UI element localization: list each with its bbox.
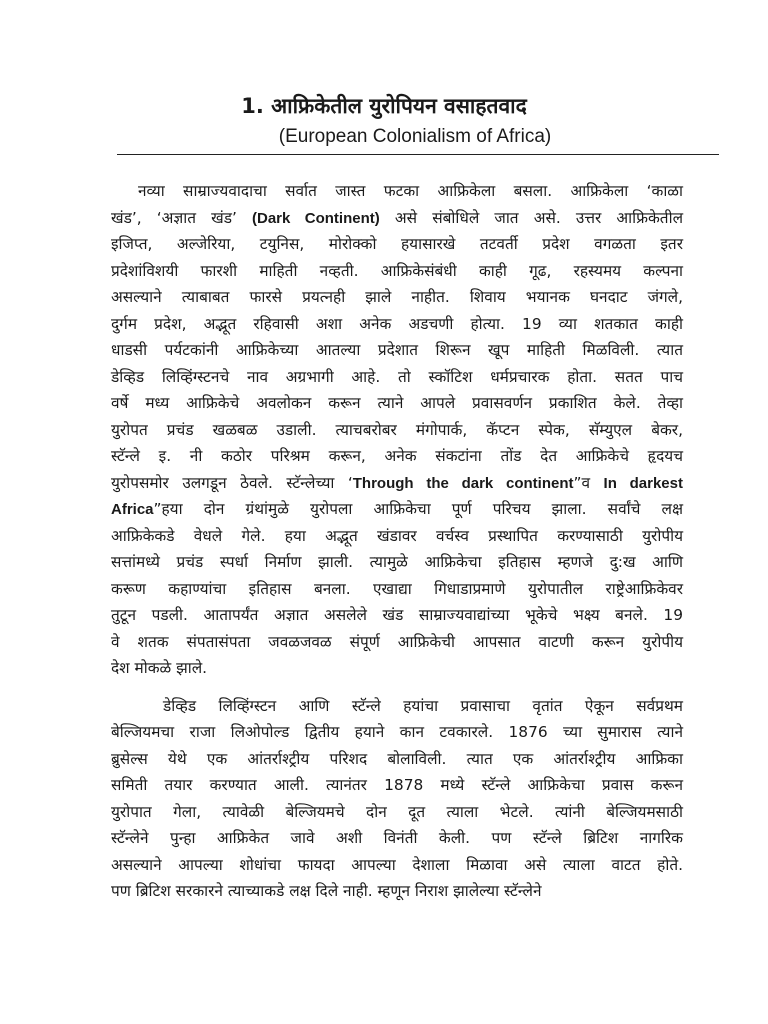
text-run: युरोपसमोर उलगडून ठेवले. स्टॅन्लेच्या ‘: [111, 473, 353, 492]
text-run: धाडसी पर्यटकांनी आफ्रिकेच्या आतल्या प्रदेशात शिरून खूप माहिती मिळविली. त्यात: [111, 341, 683, 359]
text-run: डेव्हिड लिव्हिंग्स्टनचे नाव अग्रभागी आहे. तो स्कॉटिश धर्मप्रचारक होता. सतत पाच: [111, 367, 683, 386]
text-run: समिती तयार करण्यात आली. त्यानंतर 1878 मध्ये स्टॅन्ले आफ्रिकेचा प्रवास करून: [111, 776, 683, 794]
text-line: [111, 825, 683, 852]
text-run: पण ब्रिटिश सरकारने त्याच्याकडे लक्ष दिले नाही. म्हणून निराश झालेल्या स्टॅन्लेने: [111, 882, 542, 900]
text-run: असल्याने आपल्या शोधांचा फायदा आपल्या देशाला मिळावा असे त्याला वाटत होते.: [111, 855, 683, 874]
text-line: [111, 772, 683, 799]
text-line: [111, 549, 683, 576]
text-line: [111, 311, 683, 338]
text-run: असल्याने त्याबाबत फारसे प्रयत्नही झाले नाहीत. शिवाय भयानक घनदाट जंगले,: [111, 288, 683, 306]
text-run: युरोपत प्रचंड खळबळ उडाली. त्याचबरोबर मंगोपार्क, कॅप्टन स्पेक, सॅम्युएल बेकर,: [111, 420, 683, 439]
bold-text: (Dark Continent): [252, 209, 380, 227]
text-line: [111, 231, 683, 258]
page-subtitle: (European Colonialism of Africa): [278, 126, 552, 147]
text-run: वर्षे मध्य आफ्रिकेचे अवलोकन करून त्याने आपले प्रवासवर्णन प्रकाशित केले. तेव्हा: [111, 394, 683, 412]
text-line: [111, 470, 683, 497]
text-run: ”व: [573, 473, 604, 492]
text-run: ब्रुसेल्स येथे एक आंतर्राश्ट्रीय परिशद बोलाविली. त्यात एक आंतर्राश्ट्रीय आफ्रिका: [111, 749, 683, 768]
bold-text: Through the dark continent: [352, 474, 574, 492]
text-line: [111, 205, 683, 232]
text-run: आफ्रिकेकडे वेधले गेले. हया अद्भूत खंडावर वर्चस्व प्रस्थापित करण्यासाठी युरोपीय: [111, 526, 683, 545]
text-line: [111, 799, 683, 826]
text-line: [111, 746, 683, 773]
text-line: [111, 258, 683, 285]
text-line: [111, 693, 683, 720]
text-run: ”हया दोन ग्रंथांमुळे युरोपला आफ्रिकेचा पूर्ण परिचय झाला. सर्वांचे लक्ष: [153, 500, 683, 518]
text-run: युरोपात गेला, त्यावेळी बेल्जियमचे दोन दूत त्याला भेटले. त्यांनी बेल्जियमसाठी: [111, 802, 683, 821]
text-run: करूण कहाण्यांचा इतिहास बनला. एखाद्या गिधाडाप्रमाणे युरोपातील राष्ट्रेआफ्रिकेवर: [111, 579, 683, 598]
text-line: [111, 878, 683, 905]
text-line: [111, 602, 683, 629]
page-title: 1. आफ्रिकेतील युरोपियन वसाहतवाद: [241, 94, 527, 118]
text-run: प्रदेशांविशयी फारशी माहिती नव्हती. आफ्रिकेसंबंधी काही गूढ, रहस्यमय कल्पना: [111, 261, 683, 280]
text-line: [111, 337, 683, 364]
text-line: [111, 496, 683, 523]
bold-text: Africa: [111, 501, 154, 518]
text-line: [111, 852, 683, 879]
text-run: स्टॅन्ले इ. नी कठोर परिश्रम करून, अनेक संकटांना तोंड देत आफ्रिकेचे हृदयच: [111, 447, 683, 465]
text-run: तुटून पडली. आतापर्यंत अज्ञात असलेले खंड साम्राज्यवाद्यांच्या भूकेचे भक्ष्य बनले. 19: [111, 606, 683, 624]
text-run: खंड’, ‘अज्ञात खंड’: [111, 208, 253, 227]
title-divider: [117, 154, 719, 155]
text-line: [111, 284, 683, 311]
text-run: सत्तांमध्ये प्रचंड स्पर्धा निर्माण झाली. त्यामुळे आफ्रिकेचा इतिहास म्हणजे दु:ख आणि: [111, 553, 683, 571]
document-body: [111, 178, 683, 916]
paragraph: [111, 178, 683, 682]
text-line: [111, 655, 683, 682]
text-run: बेल्जियमचा राजा लिओपोल्ड द्वितीय हयाने कान टवकारले. 1876 च्या सुमारास त्याने: [111, 723, 683, 741]
text-line: [111, 576, 683, 603]
text-line: [111, 523, 683, 550]
text-line: [111, 178, 683, 205]
text-line: [111, 719, 683, 746]
text-run: वे शतक संपतासंपता जवळजवळ संपूर्ण आफ्रिकेची आपसात वाटणी करून युरोपीय: [111, 632, 683, 651]
text-line: [111, 629, 683, 656]
text-line: [111, 443, 683, 470]
text-run: असे संबोधिले जात असे. उत्तर आफ्रिकेतील: [379, 208, 684, 227]
text-line: [111, 390, 683, 417]
text-line: [111, 417, 683, 444]
text-run: देश मोकळे झाले.: [111, 659, 208, 677]
text-run: डेव्हिड लिव्हिंग्स्टन आणि स्टॅन्ले हयांचा प्रवासाचा वृतांत ऐकून सर्वप्रथम: [163, 696, 683, 715]
text-run: इजिप्त, अल्जेरिया, टयुनिस, मोरोक्को हयासारखे तटवर्ती प्रदेश वगळता इतर: [111, 235, 683, 253]
text-run: नव्या साम्राज्यवादाचा सर्वात जास्त फटका आफ्रिकेला बसला. आफ्रिकेला ‘काळा: [138, 182, 683, 200]
bold-text: In darkest: [603, 474, 683, 492]
text-line: [111, 364, 683, 391]
text-run: दुर्गम प्रदेश, अद्भूत रहिवासी अशा अनेक अडचणी होत्या. 19 व्या शतकात काही: [111, 314, 683, 333]
paragraph: [111, 693, 683, 905]
text-run: स्टॅन्लेने पुन्हा आफ्रिकेत जावे अशी विनंती केली. पण स्टॅन्ले ब्रिटिश नागरिक: [111, 829, 683, 847]
